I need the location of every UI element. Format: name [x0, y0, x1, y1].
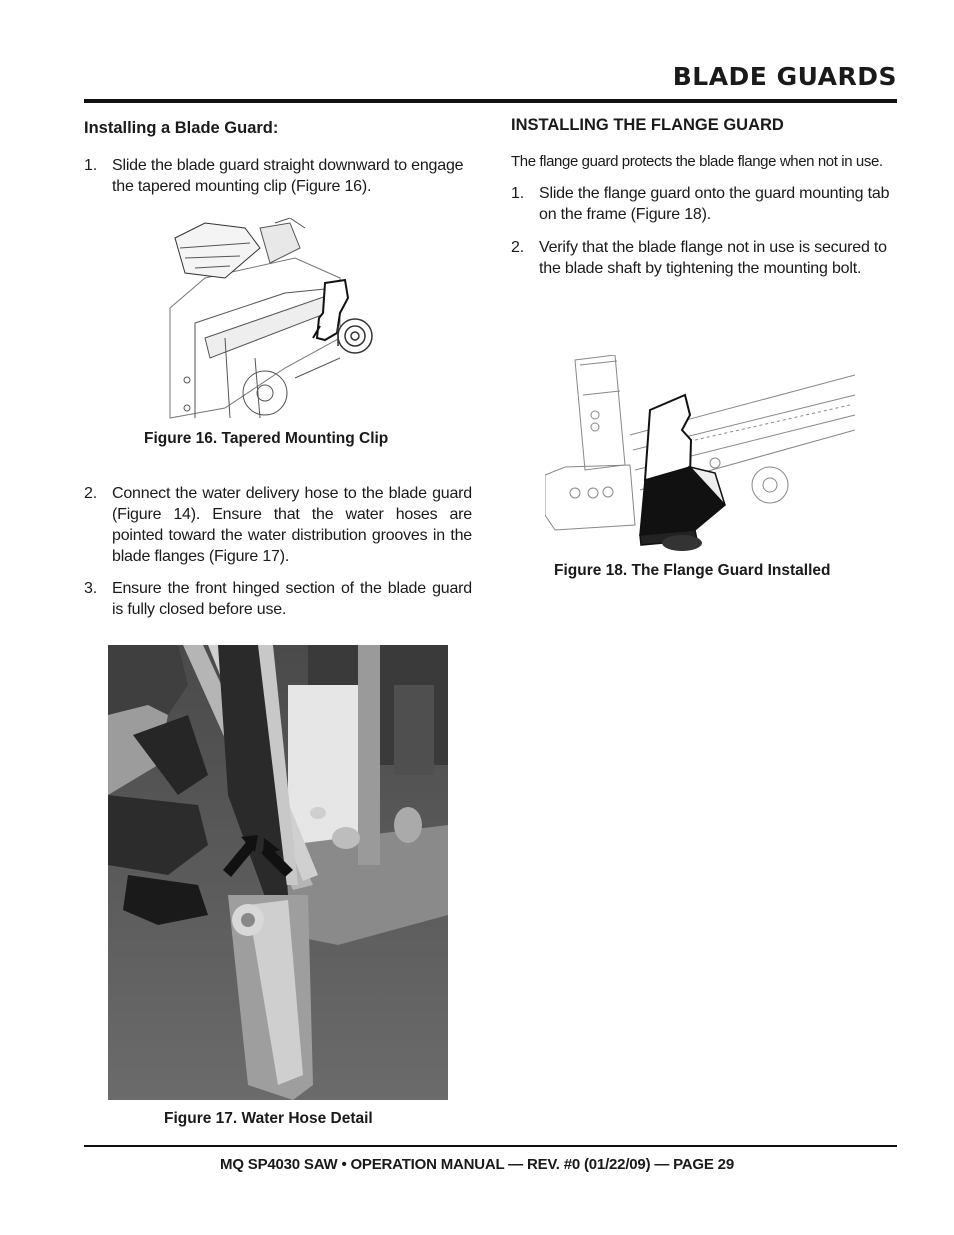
- section-heading-flange-guard: INSTALLING THE FLANGE GUARD: [511, 116, 784, 134]
- left-step-1: [84, 155, 472, 199]
- step-number: 2.: [511, 239, 524, 256]
- right-step-2: [511, 237, 899, 281]
- step-number: 2.: [84, 485, 97, 502]
- step-text: Verify that the blade flange not in use is secured to the blade shaft by tightening the mounting bolt.: [539, 239, 887, 277]
- step-text: Connect the water delivery hose to the blade guard (Figure 14). Ensure that the water hoses are pointed toward the water distribution grooves in the blade flanges (Figure 17).: [112, 485, 472, 565]
- page-title: BLADE GUARDS: [672, 62, 897, 91]
- step-number: 3.: [84, 580, 97, 597]
- page-footer: MQ SP4030 SAW • OPERATION MANUAL — REV. #0 (01/22/09) — PAGE 29: [220, 1156, 734, 1173]
- figure-18-caption: Figure 18. The Flange Guard Installed: [554, 562, 831, 579]
- right-intro-block: [511, 151, 899, 172]
- right-heading-block: [511, 115, 899, 136]
- left-step-3: [84, 578, 472, 622]
- left-heading-block: [84, 118, 472, 139]
- figure-16-drawing: [165, 218, 380, 423]
- figure-17-photo-svg: [108, 645, 448, 1100]
- left-step-2: [84, 483, 472, 569]
- header-rule: [84, 99, 897, 103]
- section-heading-install-blade-guard: Installing a Blade Guard:: [84, 119, 279, 137]
- step-number: 1.: [84, 157, 97, 174]
- step-text: Ensure the front hinged section of the blade guard is fully closed before use.: [112, 580, 472, 618]
- step-text: Slide the flange guard onto the guard mounting tab on the frame (Figure 18).: [539, 185, 890, 223]
- step-number: 1.: [511, 185, 524, 202]
- footer-rule: [84, 1145, 897, 1147]
- flange-guard-intro: The flange guard protects the blade flange when not in use.: [511, 153, 883, 170]
- figure-18-drawing: [545, 355, 860, 555]
- figure-16-caption: Figure 16. Tapered Mounting Clip: [144, 430, 389, 447]
- figure-17-caption: Figure 17. Water Hose Detail: [164, 1110, 373, 1127]
- right-step-1: [511, 183, 899, 227]
- step-text: Slide the blade guard straight downward to engage the tapered mounting clip (Figure 16).: [112, 157, 464, 195]
- figure-17-photo: [108, 645, 448, 1100]
